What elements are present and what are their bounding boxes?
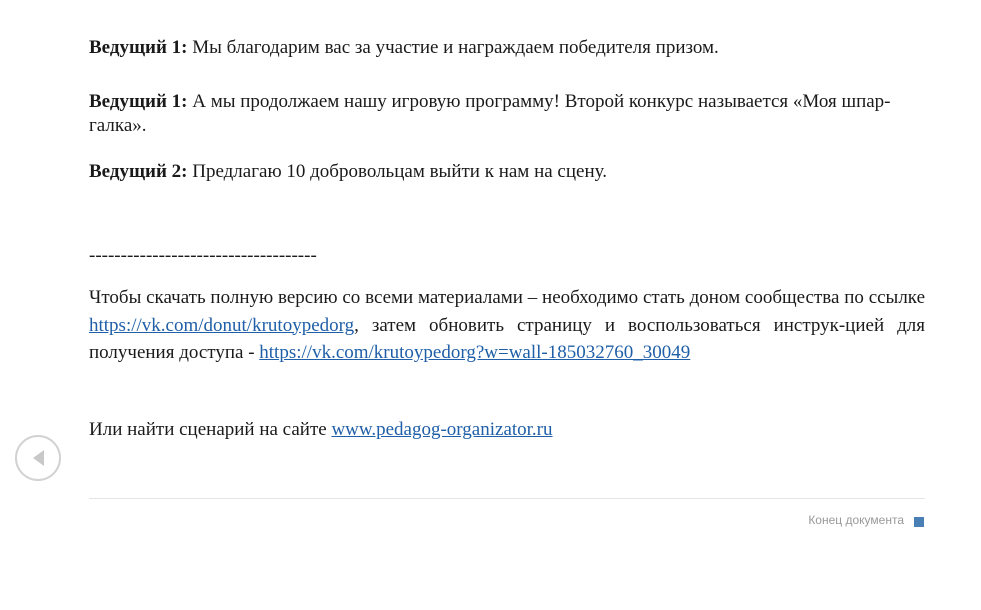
paragraph-text-continued: галка».	[89, 115, 147, 136]
paragraph-download-info	[89, 284, 925, 367]
end-marker-icon	[914, 517, 924, 527]
paragraph-text: Предлагаю 10 добровольцам выйти к нам на сцену.	[187, 161, 607, 182]
paragraph-host1-contest	[89, 90, 925, 138]
download-text-before: Чтобы скачать полную версию со всеми материалами – необходимо стать доном сообщества по ссылке	[89, 287, 925, 308]
end-of-document-label: Конец документа	[808, 513, 904, 527]
site-link[interactable]: www.pedagog-organizator.ru	[331, 419, 553, 440]
wall-post-link[interactable]: https://vk.com/krutoypedorg?w=wall-185032760_30049	[259, 342, 691, 363]
download-text-middle: , затем обновить страницу и воспользоваться инструк-цией для получения доступа -	[89, 314, 925, 363]
chevron-left-icon	[17, 437, 59, 479]
donut-link[interactable]: https://vk.com/donut/krutoypedorg	[89, 314, 355, 336]
speaker-label: Ведущий 1:	[89, 91, 188, 112]
footer-divider	[89, 498, 925, 499]
paragraph-host1-thanks	[89, 36, 925, 60]
separator-line: ------------------------------------	[89, 245, 317, 266]
paragraph-site	[89, 418, 925, 442]
paragraph-host2-volunteers	[89, 160, 925, 184]
site-text-before: Или найти сценарий на сайте	[89, 419, 332, 440]
paragraph-text: А мы продолжаем нашу игровую программу! Второй конкурс называется «Моя шпар-	[187, 91, 891, 112]
paragraph-text: Мы благодарим вас за участие и награждаем победителя призом.	[187, 37, 719, 58]
speaker-label: Ведущий 1:	[89, 37, 188, 58]
speaker-label: Ведущий 2:	[89, 161, 188, 182]
previous-page-button[interactable]	[15, 435, 61, 481]
